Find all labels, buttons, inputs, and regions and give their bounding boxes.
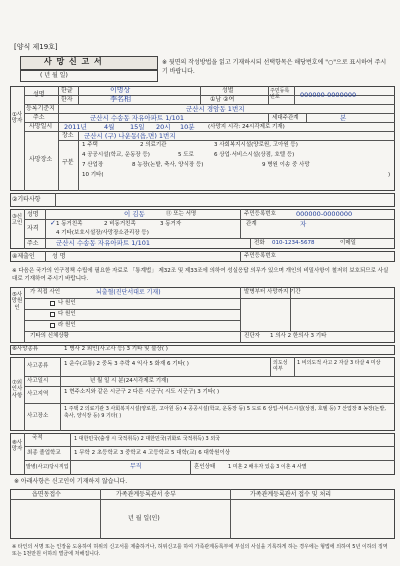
death-day: 15일 [130, 123, 145, 131]
address-value: 군산시 수송동 자유아파트 1/101 [90, 114, 184, 122]
accident-place-label: 사고장소 [27, 413, 49, 419]
onset-label: 발병부터 사망까지 기간 [244, 289, 301, 295]
qualification-3: 3 동거자 [160, 221, 182, 227]
householder-label: 세대주관계 [272, 115, 299, 121]
reporter-phone: 010-1234-5678 [272, 240, 315, 246]
place-category-4: 4 공공시설(학교, 운동장 등) [82, 152, 150, 158]
marital-label: 혼인상태 [194, 464, 216, 470]
education-label: 최종 졸업학교 [27, 450, 61, 456]
death-minute: 10분 [180, 123, 195, 131]
office-note: ※ 아래사항은 신고인이 기재하지 않습니다. [14, 478, 128, 485]
registry-value: 군산시 경암동 1번지 [186, 105, 245, 113]
cause-row-b: 나 원인 [58, 300, 76, 306]
place-category-10-close: ) [388, 172, 391, 178]
nationality-label: 국적 [32, 435, 43, 441]
office-col-2: 가족관계등록관서 송부 [116, 491, 176, 498]
victim-section-label: ⑧사망자 [11, 440, 23, 453]
accident-place-options: 1 주택 2 의료기관 3 사회복지시설(양로원, 고아원 등) 4 공공시설(학교, 운동장 등) 5 도로 6 상업·서비스시설(상점, 호텔 등) 7 산업장 8 농장(논밭, 축사, 양식장 등) 9 기타( ) [64, 406, 386, 420]
place-label: 사망장소 [29, 156, 53, 163]
other-label: ②기타사항 [12, 196, 41, 203]
qualification-label: 자격 [27, 225, 39, 232]
stats-note: ※ 다음은 국가의 인구정책 수립에 필요한 자료로 「통계법」 제32조 및 제33조에 의하여 성실응답 의무가 있으며 개인의 비밀사항이 철저히 보호되므로 사실대로 기재하여 주시기 바랍니다. [12, 268, 389, 282]
accident-date: 년 월 일 시 분(24시각제로 기재) [90, 378, 169, 384]
submitter-rrn-label: 주민등록번호 [244, 253, 276, 259]
reporter-name-label: 성명 [27, 211, 39, 218]
place-category-2: 2 의료기관 [140, 142, 167, 148]
form-date-line: ( 년 월 일) [40, 72, 68, 79]
office-table [10, 489, 395, 539]
death-hour: 20시 [156, 123, 171, 131]
death-year: 2011년 [64, 123, 87, 131]
reporter-rrn: 000000-0000000 [296, 210, 353, 218]
death-time-note: (사망지 시각: 24시각제로 기재) [208, 124, 285, 130]
name-label: 성명 [33, 91, 45, 98]
office-send-date: 년 월 일(인) [128, 515, 160, 522]
direct-cause-label: 가 직접 사인 [30, 289, 61, 295]
accident-kind-label: 사고종류 [27, 363, 49, 369]
cause-d-checkbox[interactable] [50, 323, 55, 328]
place-category-1: 1 주택 [82, 142, 98, 148]
marital-options: 1 미혼 2 배우자 있음 3 이혼 4 사별 [228, 464, 307, 470]
qualification-1: 1 동거친족 [56, 221, 83, 227]
place-category-3: 3 사회복지시설(양로원, 고아원 등) [214, 142, 298, 148]
deceased-section-label: ①사망자 [11, 112, 23, 125]
gender-options: ①남 ②여 [210, 96, 235, 103]
gender-label: 성별 [222, 87, 234, 94]
office-col-3: 가족관계등록관서 접수 및 처리 [250, 491, 332, 498]
place-category-9: 9 병원 이송 중 사망 [262, 162, 310, 168]
email-label: 이메일 [340, 240, 356, 246]
place-value: 군산시 (구) 나운동(읍,면) 1번지 [84, 132, 176, 140]
accident-region-label: 사고지역 [27, 391, 49, 397]
reporter-relation: 자 [300, 220, 307, 228]
accident-section-label: ⑦외인사사항 [11, 380, 23, 399]
category-key: 구분 [62, 159, 74, 166]
intent-options: 1 비의도적 사고 2 자살 3 타살 4 미상 [297, 360, 381, 366]
place-key: 장소 [62, 132, 74, 139]
accident-region-options: 1 현주소지와 같은 시군구 2 다른 시군구( 시도 시군구) 3 기타( ) [64, 389, 220, 395]
accident-date-label: 사고일시 [27, 378, 49, 384]
diagnosis-options: 1 의사 2 한의사 3 기타 [270, 333, 327, 339]
instructions-text: ※ 뒷면의 작성방법을 읽고 기재하시되 선택항목은 해당번호에 "○"으로 표시하여 주시기 바랍니다. [162, 59, 387, 75]
rrn-label: 주민등록번호 [270, 88, 290, 100]
nationality-options: 1 대한민국(출생 시 국적취득) 2 대한민국(귀화로 국적취득) 3 외국 [74, 436, 220, 442]
relation-label: 관계 [246, 221, 257, 227]
submitter-section [10, 251, 395, 262]
registry-label: 등록기준지 [26, 105, 55, 112]
qualification-4: 4 기타(보호시설장/사망장소관리장 등) [56, 230, 149, 236]
hangul-label: 한글 [61, 87, 73, 94]
reporter-rrn-label: 주민등록번호 [244, 211, 276, 217]
occupation-label: 발병(사고)당시직업 [26, 464, 69, 470]
cause-c-checkbox[interactable] [50, 312, 55, 317]
accident-kind-options: 1 운수(교통) 2 중독 3 추락 4 익사 5 화재 6 기타( ) [64, 361, 189, 367]
cause-row-d: 라 원인 [58, 322, 76, 328]
form-title: 사 망 신 고 서 [44, 57, 103, 66]
qualification-2: 2 비동거친족 [104, 221, 136, 227]
reporter-section-label: ③신고인 [11, 214, 23, 227]
diagnosis-label: 진단자 [244, 333, 260, 339]
submitter-label: ④제출인 [12, 253, 35, 260]
direct-cause: 뇌출혈(진단서대로 기재) [96, 289, 161, 296]
death-month: 4월 [104, 123, 115, 131]
place-category-5: 5 도로 [178, 152, 194, 158]
death-time-label: 사망일시 [29, 123, 53, 130]
submitter-name-label: 성 명 [52, 253, 66, 260]
cause-b-checkbox[interactable] [50, 301, 55, 306]
form-number: [양식 제19호] [14, 43, 58, 51]
phone-label: 전화 [254, 240, 265, 246]
hanja-name: 李名相 [110, 95, 131, 103]
reporter-address-label: 주소 [27, 240, 39, 247]
place-category-6: 6 상업·서비스시설(상점, 호텔 등) [214, 152, 295, 158]
education-options: 1 무학 2 초등학교 3 중학교 4 고등학교 5 대학(교) 6 대학원이상 [74, 450, 231, 456]
other-findings-label: 기타의 신체상황 [30, 333, 69, 339]
deceased-rrn: 000000-0000000 [300, 91, 357, 99]
type-options: 1 병사 2 외인(사고사 등) 3 기타 및 불상( ) [64, 346, 168, 352]
hangul-name: 이명상 [110, 86, 131, 94]
reporter-seal-note: ⑪ 또는 서명 [166, 211, 197, 217]
occupation-value: 무직 [130, 463, 142, 470]
other-section [10, 193, 395, 207]
reporter-name: 이 김동 [124, 210, 145, 218]
reporter-address: 군산시 수송동 자유아파트 1/101 [56, 239, 150, 247]
place-category-8: 8 농장(논밭, 축사, 양식장 등) [132, 162, 204, 168]
office-col-1: 읍면동접수 [32, 491, 61, 498]
address-label: 주소 [33, 114, 45, 121]
footer-warning: ※ 타인의 서명 또는 인장을 도용하여 허위의 신고서를 제출하거나, 허위신고를 하여 가족관계등록부에 부실의 사실을 기록하게 하는 경우에는 형법에 의하여 5년 이하의 징역 또는 1천만원 이하의 벌금에 처해집니다. [12, 544, 388, 558]
householder-relation: 본 [340, 114, 347, 122]
type-label: ⑥사망종류 [12, 346, 39, 352]
place-category-10: 10 기타( [82, 172, 104, 178]
place-category-7: 7 산업장 [82, 162, 104, 168]
hanja-label: 한자 [61, 96, 73, 103]
cause-row-c: 다 원인 [58, 311, 76, 317]
intent-label: 의도성 여부 [273, 360, 288, 372]
cause-section-label: ⑤사망원인 [11, 292, 23, 311]
qualification-check-icon: ✓ [50, 219, 56, 227]
